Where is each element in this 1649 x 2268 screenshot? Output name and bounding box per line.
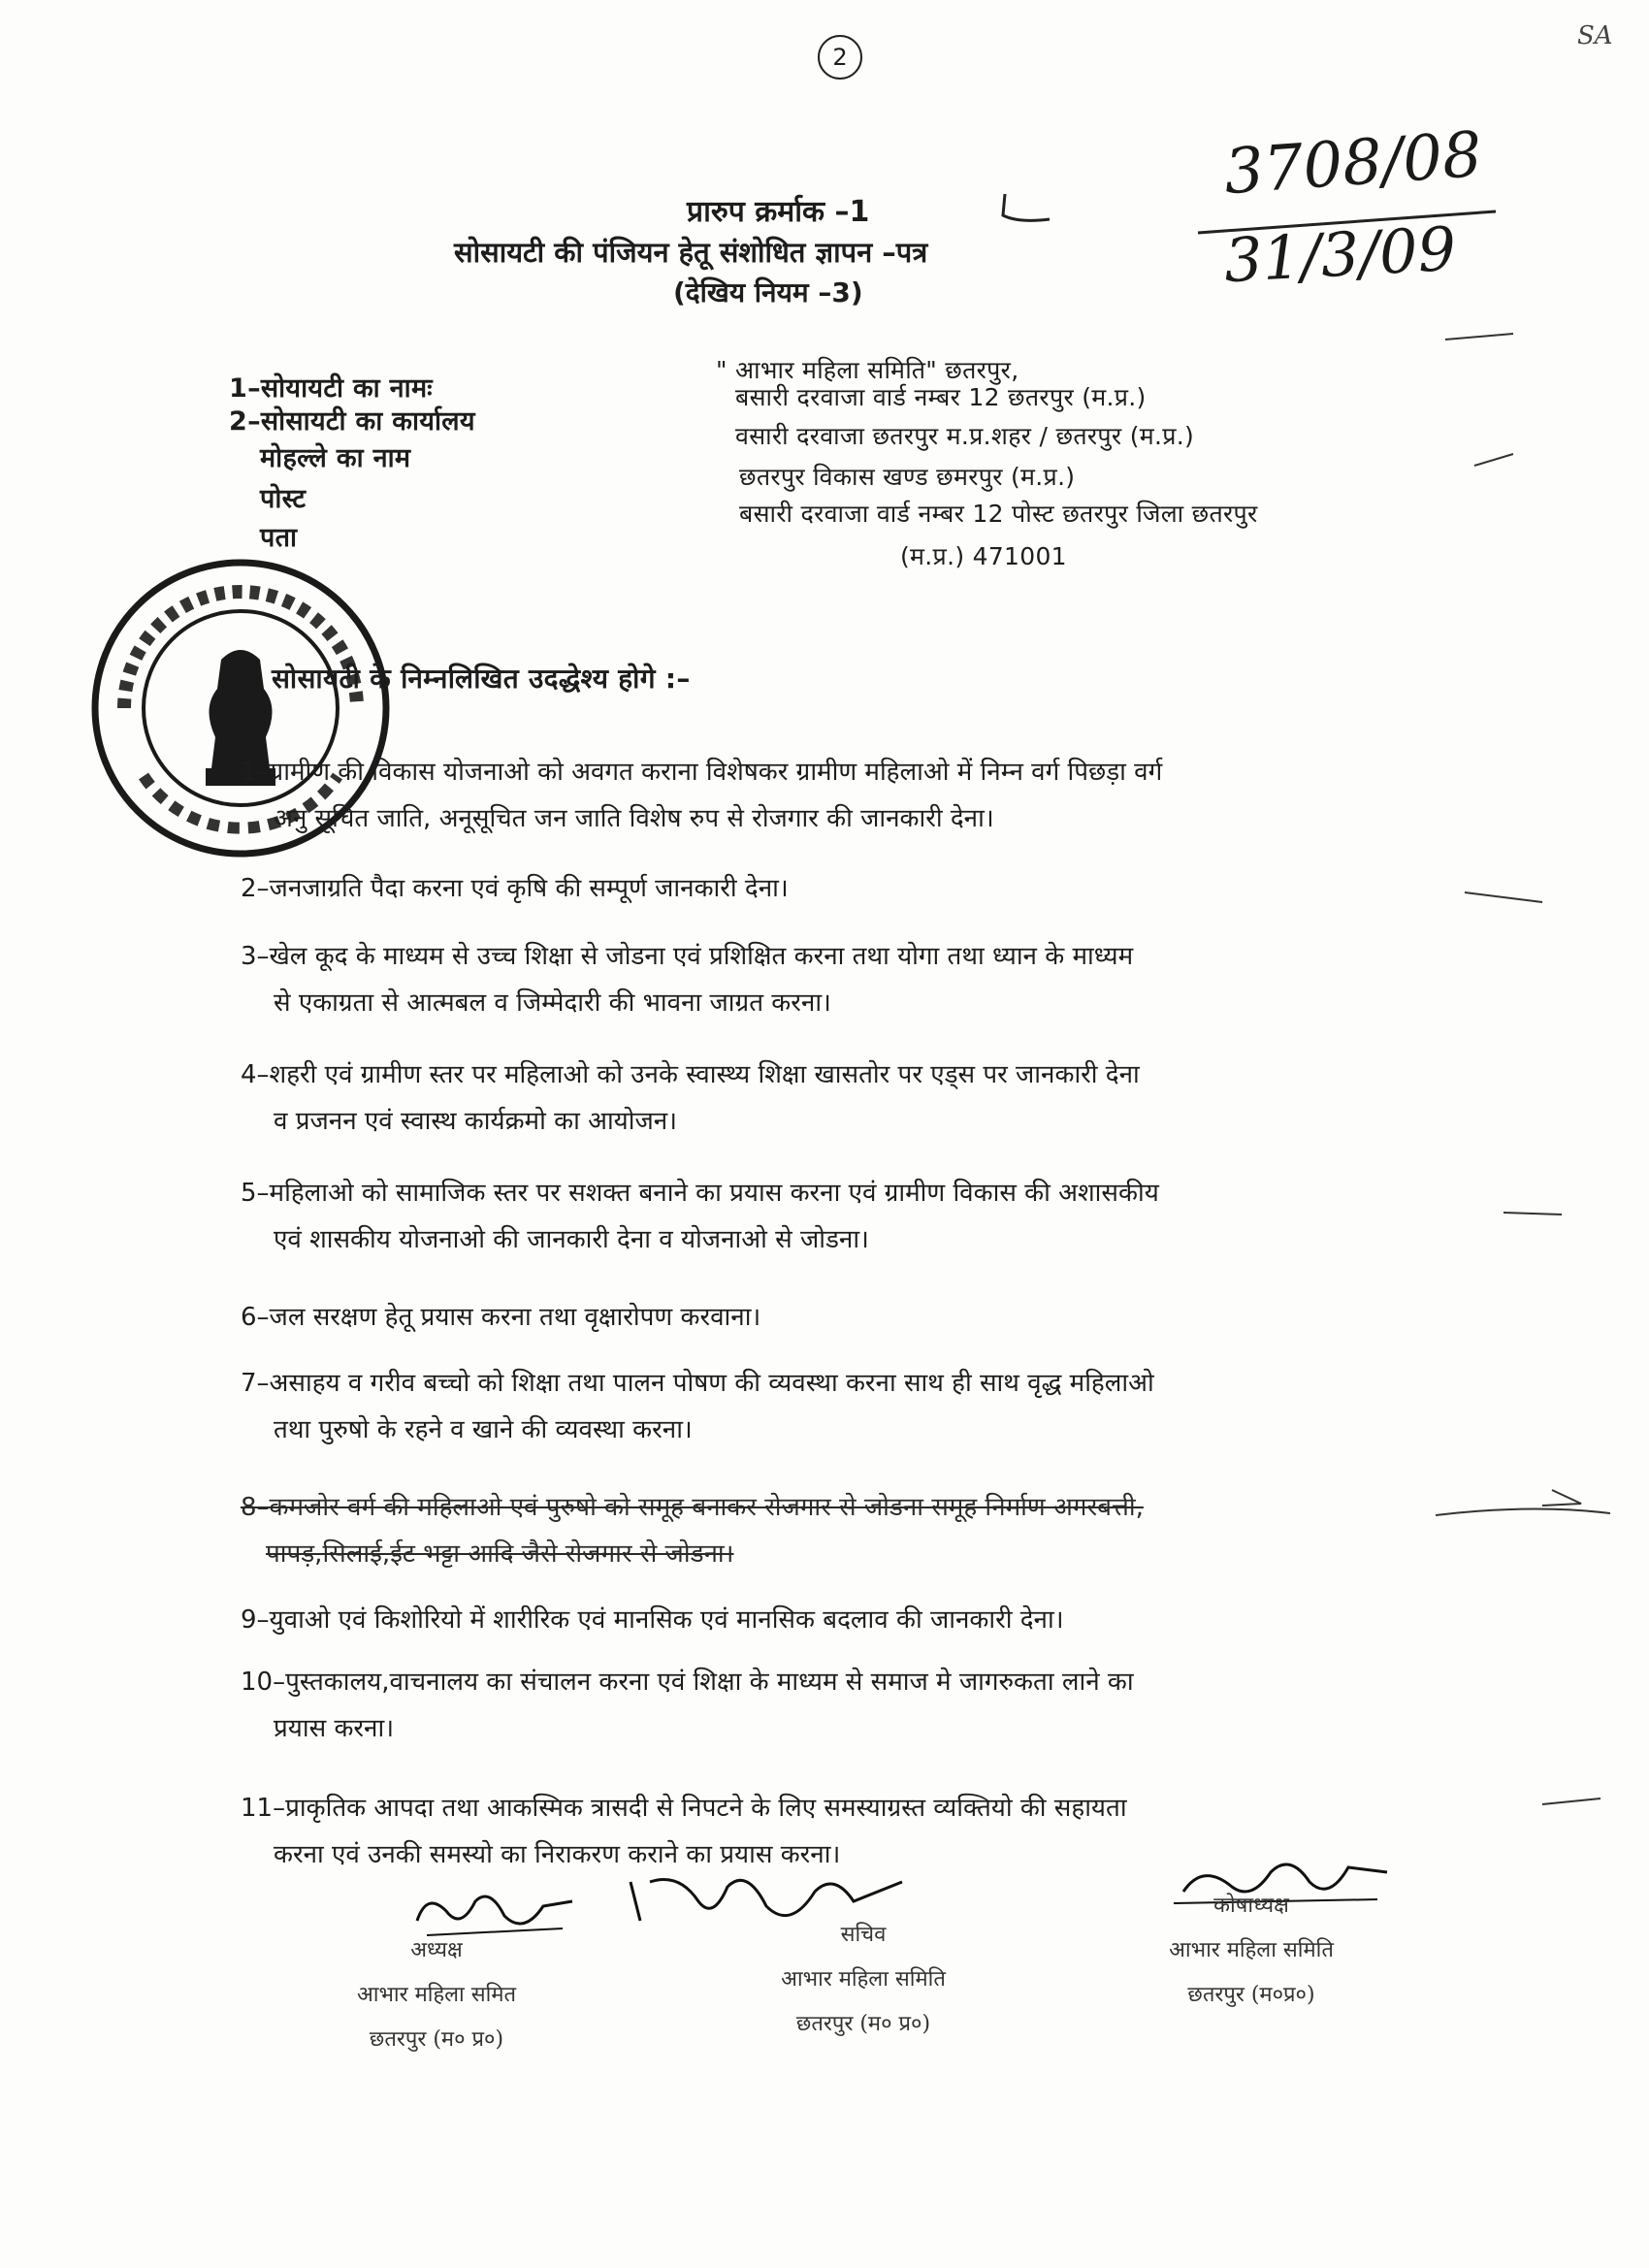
objective-item-6 [241, 1294, 760, 1341]
signatory-president-place: छतरपुर (म० प्र०) [369, 2027, 504, 2052]
field-value-address: बसारी दरवाजा वार्ड नम्बर 12 पोस्ट छतरपुर जिला छतरपुर [739, 500, 1258, 528]
rule-reference: (देखिय नियम –3) [673, 276, 863, 308]
objective-2-line1: 2–जनजाग्रति पैदा करना एवं कृषि की सम्पूर्ण जानकारी देना। [241, 874, 789, 903]
signatory-president-role: अध्यक्ष [410, 1938, 463, 1962]
objective-3-line1: 3–खेल कूद के माध्यम से उच्च शिक्षा से जोडना एवं प्रशिक्षित करना तथा योगा तथा ध्यान के माध्यम [241, 942, 1134, 971]
field-value-office: बसारी दरवाजा वार्ड नम्बर 12 छतरपुर (म.प्र.) [735, 383, 1147, 411]
objective-item-4 [241, 1052, 1140, 1145]
objective-7-line2: तथा पुरुषो के रहने व खाने की व्यवस्था करना। [274, 1415, 693, 1444]
objective-1-line2: अनु सूचित जाति, अनूसूचित जन जाति विशेष रुप से रोजगार की जानकारी देना। [274, 804, 994, 833]
signatory-secretary-role: सचिव [840, 1923, 887, 1947]
objective-8-line2: पापड़,सिलाई,ईट भट्टा आदि जैसे रोजगार से जोडना। [266, 1539, 734, 1569]
registration-number: 3708/08 [1221, 118, 1485, 210]
objective-6-line1: 6–जल सरक्षण हेतू प्रयास करना तथा वृक्षारोपण करवाना। [241, 1303, 761, 1332]
margin-pen-marks [1436, 330, 1630, 1843]
objective-10-line2: प्रयास करना। [274, 1714, 395, 1743]
corner-mark: SA [1577, 21, 1613, 50]
objective-9-line1: 9–युवाओ एवं किशोरियो में शारीरिक एवं मानसिक एवं मानसिक बदलाव की जानकारी देना। [241, 1605, 1064, 1635]
objective-8-line1: 8–कमजोर वर्ग की महिलाओ एवं पुरुषो को समूह बनाकर रोजगार से जोडना समूह निर्माण अगरबत्ती, [241, 1493, 1144, 1522]
objective-5-line1: 5–महिलाओ को सामाजिक स्तर पर सशक्त बनाने का प्रयास करना एवं ग्रामीण विकास की अशासकीय [241, 1179, 1159, 1208]
objective-3-line2: से एकाग्रता से आत्मबल व जिम्मेदारी की भावना जाग्रत करना। [274, 988, 831, 1018]
signatory-secretary-place: छतरपुर (म० प्र०) [795, 2012, 931, 2036]
signatory-treasurer-place: छतरपुर (म०प्र०) [1187, 1983, 1315, 2007]
objective-11-line1: 11–प्राकृतिक आपदा तथा आकस्मिक त्रासदी से निपटने के लिए समस्याग्रस्त व्यक्तियो की सहायता [241, 1794, 1127, 1823]
objective-5-line2: एवं शासकीय योजनाओ की जानकारी देना व योजनाओ से जोडना। [274, 1225, 869, 1254]
objective-item-3 [241, 933, 1133, 1026]
tick-mark [999, 190, 1057, 229]
objective-10-line1: 10–पुस्तकालय,वाचनालय का संचालन करना एवं शिक्षा के माध्यम से समाज मे जागरुकता लाने का [241, 1668, 1134, 1697]
objective-4-line1: 4–शहरी एवं ग्रामीण स्तर पर महिलाओ को उनके स्वास्थ्य शिक्षा खासतोर पर एड्स पर जानकारी देना [241, 1060, 1140, 1089]
signatory-treasurer-org: आभार महिला समिति [1169, 1938, 1334, 1962]
field-value-locality: वसारी दरवाजा छतरपुर म.प्र.शहर / छतरपुर (म.प्र.) [735, 422, 1195, 450]
objective-11-line2: करना एवं उनकी समस्यो का निराकरण कराने का प्रयास करना। [274, 1840, 841, 1869]
field-label-address: पता [260, 523, 298, 553]
registration-date: 31/3/09 [1222, 212, 1458, 297]
signatory-secretary [718, 1913, 1009, 2047]
signatory-treasurer [1106, 1884, 1397, 2018]
field-label-locality: मोहल्ले का नाम [260, 443, 411, 473]
objective-item-7 [241, 1360, 1154, 1453]
form-subtitle: सोसायटी की पंजियन हेतू संशोधित ज्ञापन –पत्र [454, 236, 928, 269]
objective-item-1 [241, 749, 1162, 842]
objective-item-10 [241, 1659, 1134, 1752]
signatory-president-org: आभार महिला समित [356, 1983, 517, 2007]
objective-1-line1: 1–ग्रामीण की विकास योजनाओ को अवगत कराना विशेषकर ग्रामीण महिलाओ में निम्न वर्ग पिछड़ा वर्ग [241, 758, 1163, 787]
field-value-post: छतरपुर विकास खण्ड छमरपुर (म.प्र.) [739, 463, 1076, 491]
page-number: 2 [818, 35, 862, 80]
signatory-treasurer-role: कोषाध्यक्ष [1213, 1894, 1289, 1918]
objective-7-line1: 7–असाहय व गरीव बच्चो को शिक्षा तथा पालन पोषण की व्यवस्था करना साथ ही साथ वृद्ध महिलाओ [241, 1369, 1154, 1398]
field-value-society-name: " आभार महिला समिति" छतरपुर, [716, 356, 1019, 384]
field-label-post: पोस्ट [260, 484, 307, 514]
objective-item-8-struck [241, 1484, 1144, 1577]
form-title: प्रारुप क्रर्माक –1 [687, 195, 870, 229]
objective-item-5 [241, 1170, 1159, 1263]
objective-4-line2: व प्रजनन एवं स्वास्थ कार्यक्रमो का आयोजन। [274, 1107, 678, 1136]
signatory-secretary-org: आभार महिला समिति [781, 1967, 946, 1992]
field-label-society-name: 1–सोयायटी का नामः [229, 373, 433, 404]
objectives-heading: सोसायटी के निम्नलिखित उदद्धेश्य होगे :– [272, 663, 691, 695]
field-value-pincode: (म.प्र.) 471001 [900, 542, 1067, 570]
field-label-society-office: 2–सोसायटी का कार्यालय [229, 406, 475, 437]
objective-item-9 [241, 1597, 1064, 1643]
objective-item-2 [241, 865, 789, 912]
signatory-president [291, 1928, 582, 2062]
